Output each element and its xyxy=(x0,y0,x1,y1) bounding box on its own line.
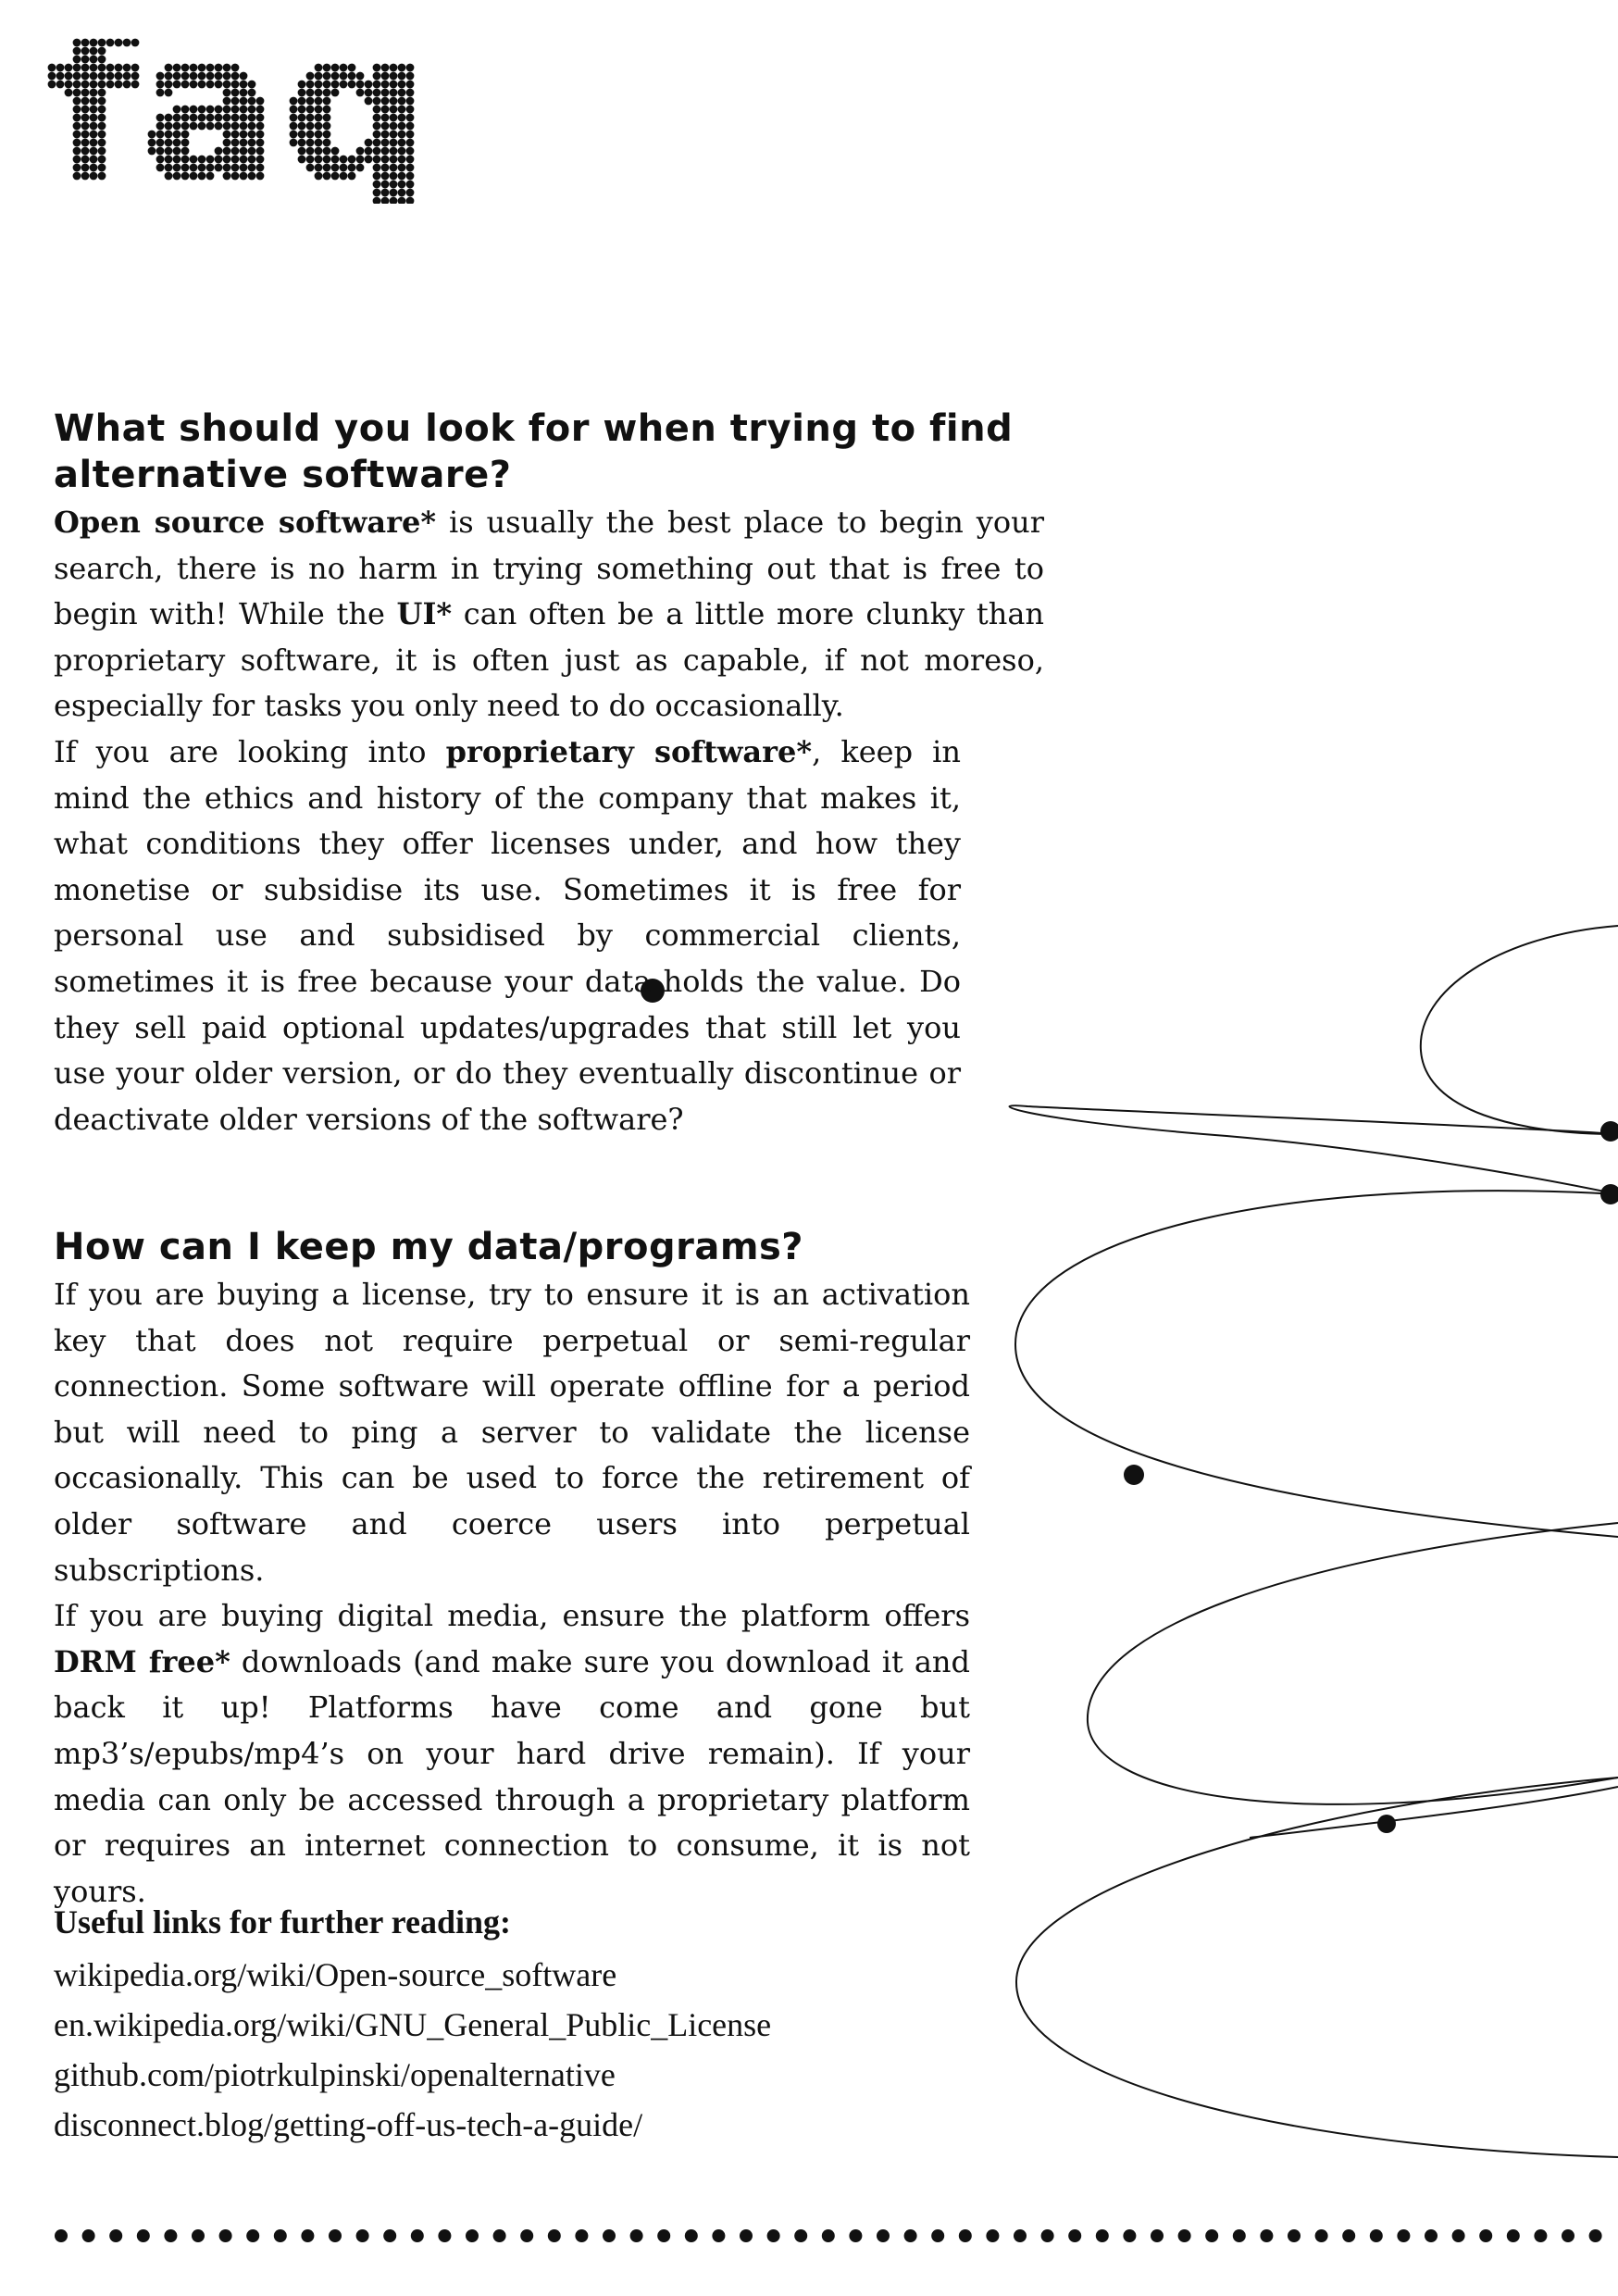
link-gnu-gpl[interactable]: en.wikipedia.org/wiki/GNU_General_Public_License xyxy=(54,2006,772,2043)
dotted-divider xyxy=(0,2222,1618,2250)
divider-dot xyxy=(548,2229,561,2242)
orbit-loop-4 xyxy=(1016,1778,1618,2157)
divider-dot xyxy=(192,2229,205,2242)
divider-dot xyxy=(1260,2229,1273,2242)
divider-dot xyxy=(1370,2229,1383,2242)
divider-dot xyxy=(274,2229,287,2242)
divider-dot xyxy=(1233,2229,1246,2242)
divider-dot xyxy=(1507,2229,1520,2242)
divider-dot xyxy=(1562,2229,1574,2242)
orbit-dot xyxy=(1600,1184,1618,1204)
divider-dot xyxy=(657,2229,670,2242)
divider-dot xyxy=(246,2229,259,2242)
faq-item-1 xyxy=(54,406,1044,1142)
divider-dot xyxy=(1315,2229,1328,2242)
orbit-loop-1 xyxy=(1421,926,1618,1134)
orbit-line-2 xyxy=(1250,1787,1618,1838)
divider-dot xyxy=(164,2229,177,2242)
divider-dot xyxy=(794,2229,807,2242)
divider-dot xyxy=(712,2229,725,2242)
orbit-dot xyxy=(1377,1815,1396,1833)
orbit-dot xyxy=(1124,1465,1144,1485)
divider-dot xyxy=(986,2229,999,2242)
divider-dot xyxy=(1425,2229,1438,2242)
faq-answer-1-para-1: Open source software* is usually the best place to begin your search, there is no harm in trying something out that is free to begin with! While the UI* can often be a little more clunky than proprietary software, it is often just as capable, if not moreso, especially for tasks you only need to do occasionally. xyxy=(54,505,1044,724)
divider-dot xyxy=(1041,2229,1054,2242)
divider-dot xyxy=(740,2229,753,2242)
divider-dot xyxy=(109,2229,122,2242)
faq-answer-2-para-1: If you are buying a license, try to ensure it is an activation key that does not require perpetual or semi-regular connection. Some software will operate offline for a period but will need to ping a server to validate the license occasionally. This can be used to force the retirement of older software and coerce users into perpetual subscriptions. xyxy=(54,1277,970,1588)
divider-dot xyxy=(411,2229,424,2242)
faq-answer-2-para-2: If you are buying digital media, ensure the platform offers DRM free* downloads (and make sure you download it and back it up! Platforms have come and gone but mp3’s/epubs/mp4’s on your hard drive remain). If your media can only be accessed through a proprietary platform or requires an internet connection to consume, it is not yours. xyxy=(54,1598,971,1909)
divider-dot xyxy=(959,2229,972,2242)
divider-dot xyxy=(630,2229,643,2242)
divider-dot xyxy=(520,2229,533,2242)
link-disconnect-blog[interactable]: disconnect.blog/getting-off-us-tech-a-guide/ xyxy=(54,2106,643,2143)
divider-dot xyxy=(82,2229,95,2242)
divider-dot xyxy=(1123,2229,1136,2242)
useful-links-title: Useful links for further reading: xyxy=(54,1903,512,1940)
divider-dot xyxy=(219,2229,232,2242)
divider-dot xyxy=(1151,2229,1164,2242)
divider-dot xyxy=(685,2229,698,2242)
divider-dot xyxy=(1452,2229,1465,2242)
divider-dot xyxy=(466,2229,479,2242)
faq-question-1: What should you look for when trying to find alternative software? xyxy=(54,407,1014,496)
divider-dot xyxy=(438,2229,451,2242)
link-openalternative[interactable]: github.com/piotrkulpinski/openalternative xyxy=(54,2056,616,2093)
divider-dot xyxy=(1534,2229,1547,2242)
divider-dot xyxy=(356,2229,369,2242)
divider-dot xyxy=(1397,2229,1410,2242)
link-open-source-software[interactable]: wikipedia.org/wiki/Open-source_software xyxy=(54,1956,617,1993)
faq-answer-1-para-2: If you are looking into proprietary software*, keep in mind the ethics and history of the company that makes it, what conditions they offer licenses under, and how they monetise or subsidise its use. Sometimes it is free for personal use and subsidised by commercial clients, sometimes it is free because your data holds the value. Do they sell paid optional updates/upgrades that still let you use your older version, or do they eventually discontinue or deactivate older versions of the software? xyxy=(54,733,961,1137)
divider-dot xyxy=(1178,2229,1191,2242)
divider-dot xyxy=(55,2229,68,2242)
divider-dot xyxy=(931,2229,944,2242)
divider-dot xyxy=(1014,2229,1027,2242)
divider-dot xyxy=(1342,2229,1355,2242)
divider-dot xyxy=(329,2229,342,2242)
divider-dot xyxy=(575,2229,588,2242)
divider-dot xyxy=(493,2229,506,2242)
divider-dot xyxy=(1288,2229,1301,2242)
divider-dot xyxy=(849,2229,862,2242)
divider-dot xyxy=(301,2229,314,2242)
divider-dot xyxy=(1479,2229,1492,2242)
divider-dot xyxy=(822,2229,835,2242)
divider-dot xyxy=(137,2229,150,2242)
faq-item-2 xyxy=(54,1224,970,1915)
divider-dot xyxy=(877,2229,890,2242)
orbit-dot xyxy=(1600,1121,1618,1142)
divider-dot xyxy=(904,2229,917,2242)
faq-question-2: How can I keep my data/programs? xyxy=(54,1226,804,1268)
orbit-line-1 xyxy=(1009,1105,1618,1194)
divider-dot xyxy=(1589,2229,1602,2242)
divider-dot xyxy=(767,2229,780,2242)
divider-dot xyxy=(1068,2229,1081,2242)
orbit-loop-2 xyxy=(1015,1191,1618,1537)
orbit-loop-3 xyxy=(1088,1523,1618,1804)
divider-dot xyxy=(1205,2229,1218,2242)
divider-dot xyxy=(603,2229,616,2242)
divider-dot xyxy=(1096,2229,1109,2242)
divider-dot xyxy=(383,2229,396,2242)
useful-links xyxy=(54,1896,979,2150)
